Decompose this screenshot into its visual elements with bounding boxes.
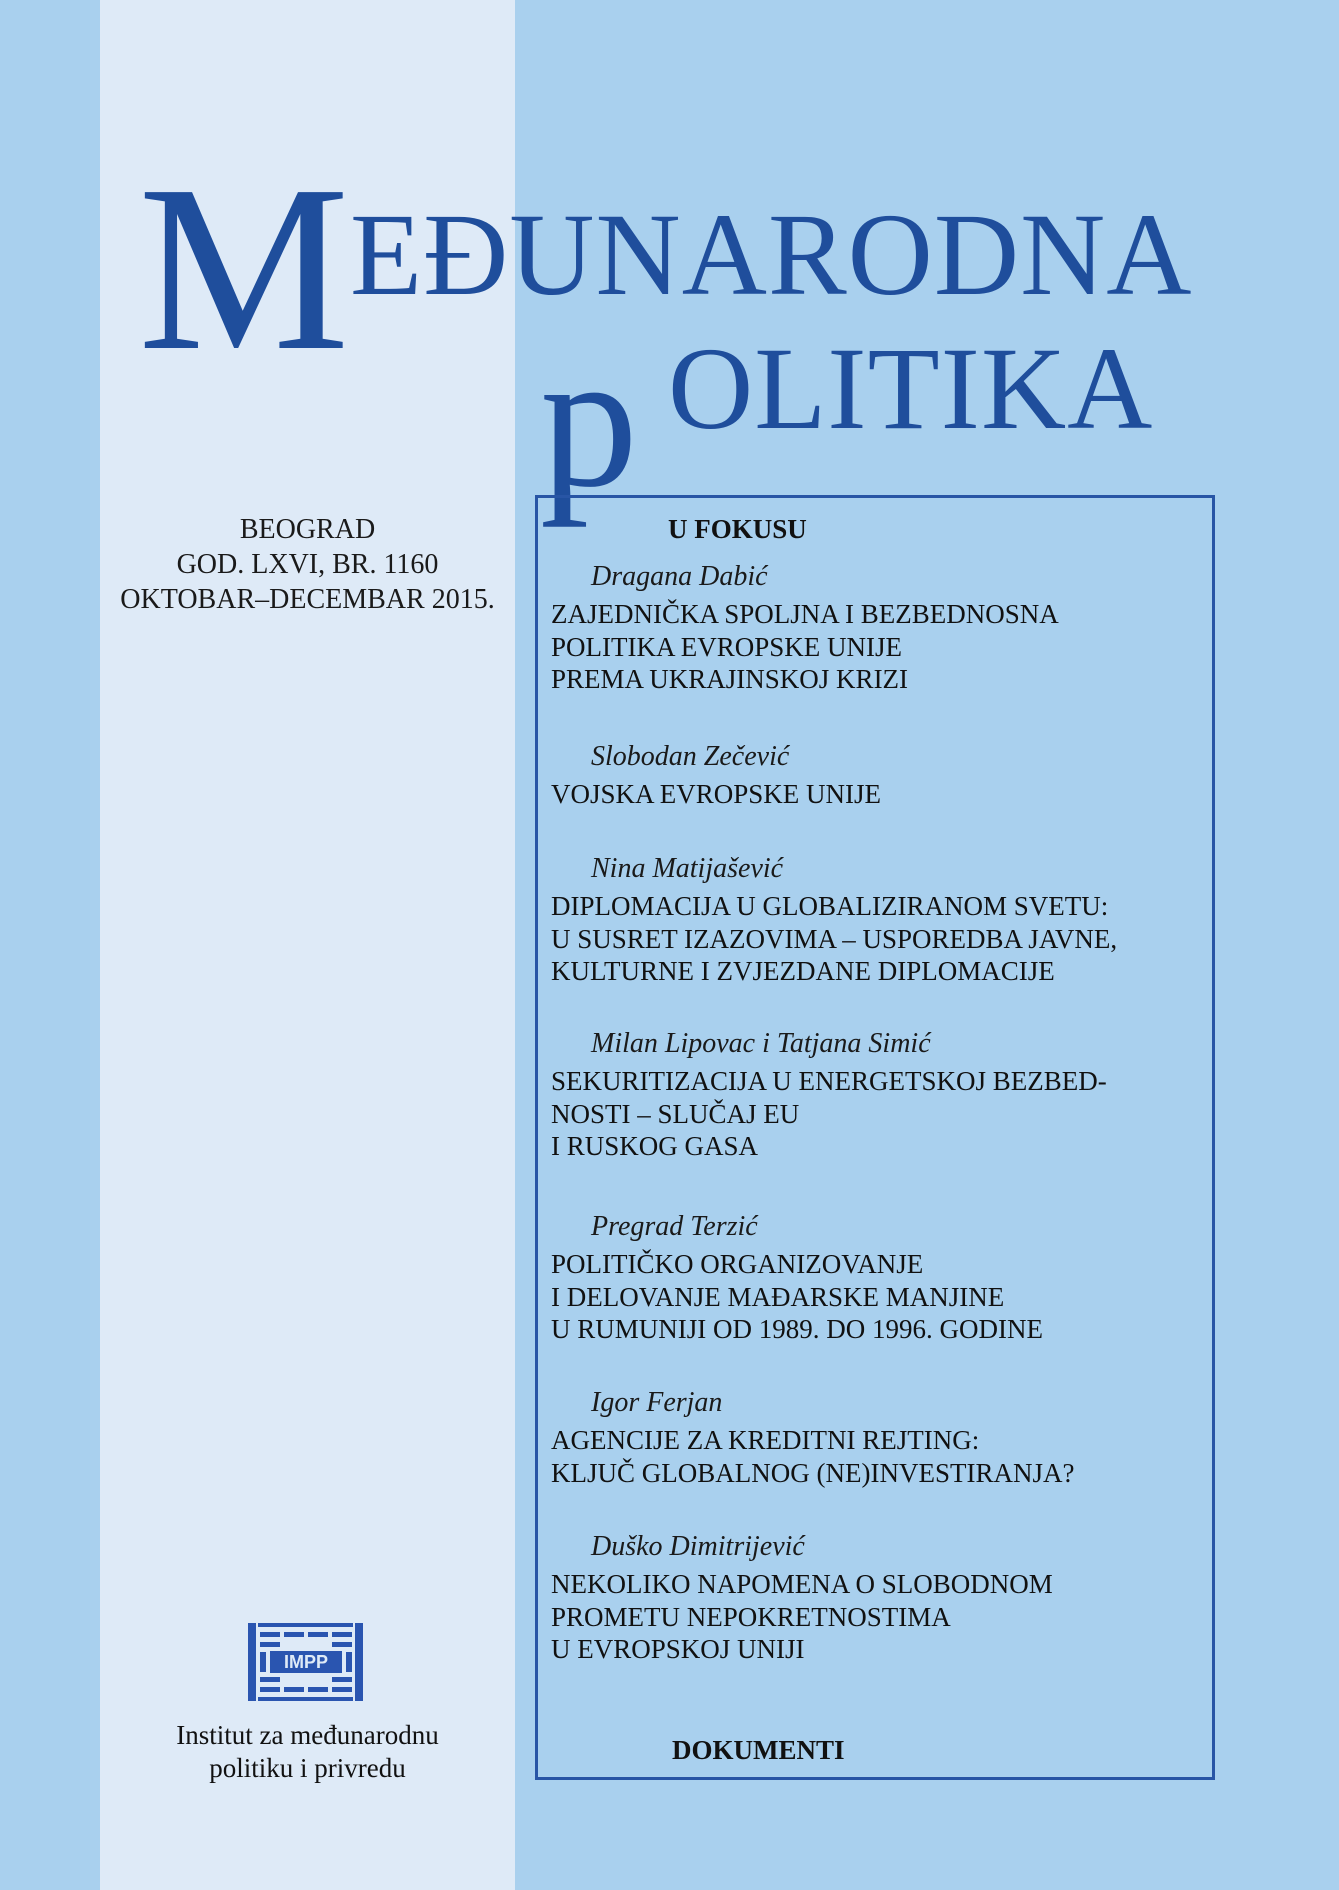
article-title-line: ZAJEDNIČKA SPOLJNA I BEZBEDNOSNA — [551, 599, 1059, 629]
article-title — [551, 778, 1211, 811]
article-author: Igor Ferjan — [591, 1387, 723, 1418]
article-title-line: NEKOLIKO NAPOMENA O SLOBODNOM — [551, 1569, 1053, 1599]
logo-text: IMPP — [283, 1652, 329, 1672]
article-author: Slobodan Zečević — [591, 741, 790, 772]
article-entry[interactable] — [551, 560, 1211, 696]
article-entry[interactable] — [551, 1386, 1211, 1489]
publisher-name-line2: politiku i privredu — [209, 1753, 406, 1783]
article-title-line: PREMA UKRAJINSKOJ KRIZI — [551, 664, 909, 694]
article-title-line: POLITIKA EVROPSKE UNIJE — [551, 631, 902, 662]
article-title-line: POLITIČKO ORGANIZOVANJE — [551, 1249, 924, 1279]
article-title — [551, 1065, 1211, 1163]
article-title — [551, 1568, 1211, 1666]
issue-city: BEOGRAD — [239, 514, 376, 545]
issue-volume: GOD. LXVI, BR. 1160 — [176, 549, 439, 580]
publisher-name — [100, 1719, 515, 1785]
article-author: Pregrad Terzić — [591, 1211, 758, 1242]
issue-info — [100, 512, 515, 617]
article-title — [551, 1248, 1211, 1346]
masthead-title-line2: OLITIKA — [668, 323, 1154, 454]
article-title-line: NOSTI – SLUČAJ EU — [551, 1098, 800, 1129]
article-author: Milan Lipovac i Tatjana Simić — [591, 1028, 931, 1059]
article-entry[interactable] — [551, 1210, 1211, 1346]
masthead-initial-p: p — [540, 311, 638, 528]
article-author: Dragana Dabić — [591, 561, 768, 592]
article-title — [551, 890, 1211, 988]
article-entry[interactable] — [551, 1530, 1211, 1666]
impp-logo — [248, 1623, 363, 1701]
article-author: Nina Matijašević — [591, 853, 784, 884]
article-entry[interactable] — [551, 740, 1211, 811]
impp-logo-icon — [248, 1623, 363, 1701]
article-title-line: U RUMUNIJI OD 1989. DO 1996. GODINE — [551, 1314, 1043, 1344]
table-of-contents — [535, 495, 1215, 1780]
article-author: Duško Dimitrijević — [591, 1531, 805, 1562]
article-title — [551, 598, 1211, 696]
article-title-line: KLJUČ GLOBALNOG (NE)INVESTIRANJA? — [551, 1457, 1075, 1488]
issue-period: OKTOBAR–DECEMBAR 2015. — [120, 584, 495, 615]
article-title-line: I RUSKOG GASA — [551, 1131, 759, 1161]
article-title-line: SEKURITIZACIJA U ENERGETSKOJ BEZBED- — [551, 1066, 1107, 1096]
article-title-line: U SUSRET IZAZOVIMA – USPOREDBA JAVNE, — [551, 923, 1118, 954]
article-title-line: U EVROPSKOJ UNIJI — [551, 1634, 805, 1664]
article-title-line: PROMETU NEPOKRETNOSTIMA — [551, 1601, 951, 1632]
masthead-title-line1: EĐUNARODNA — [350, 189, 1193, 320]
article-title-line: VOJSKA EVROPSKE UNIJE — [551, 779, 882, 809]
article-title-line: DIPLOMACIJA U GLOBALIZIRANOM SVETU: — [551, 891, 1109, 921]
section-heading-documents: DOKUMENTI — [672, 1735, 845, 1765]
article-title-line: AGENCIJE ZA KREDITNI REJTING: — [551, 1425, 980, 1455]
masthead-initial-m: M — [138, 137, 350, 400]
article-entry[interactable] — [551, 1027, 1211, 1163]
section-heading-focus: U FOKUSU — [668, 514, 807, 544]
article-entry[interactable] — [551, 852, 1211, 988]
article-title-line: KULTURNE I ZVJEZDANE DIPLOMACIJE — [551, 956, 1055, 986]
article-title-line: I DELOVANJE MAĐARSKE MANJINE — [551, 1281, 1005, 1312]
article-title — [551, 1424, 1211, 1489]
publisher-name-line1: Institut za međunarodnu — [176, 1720, 439, 1750]
